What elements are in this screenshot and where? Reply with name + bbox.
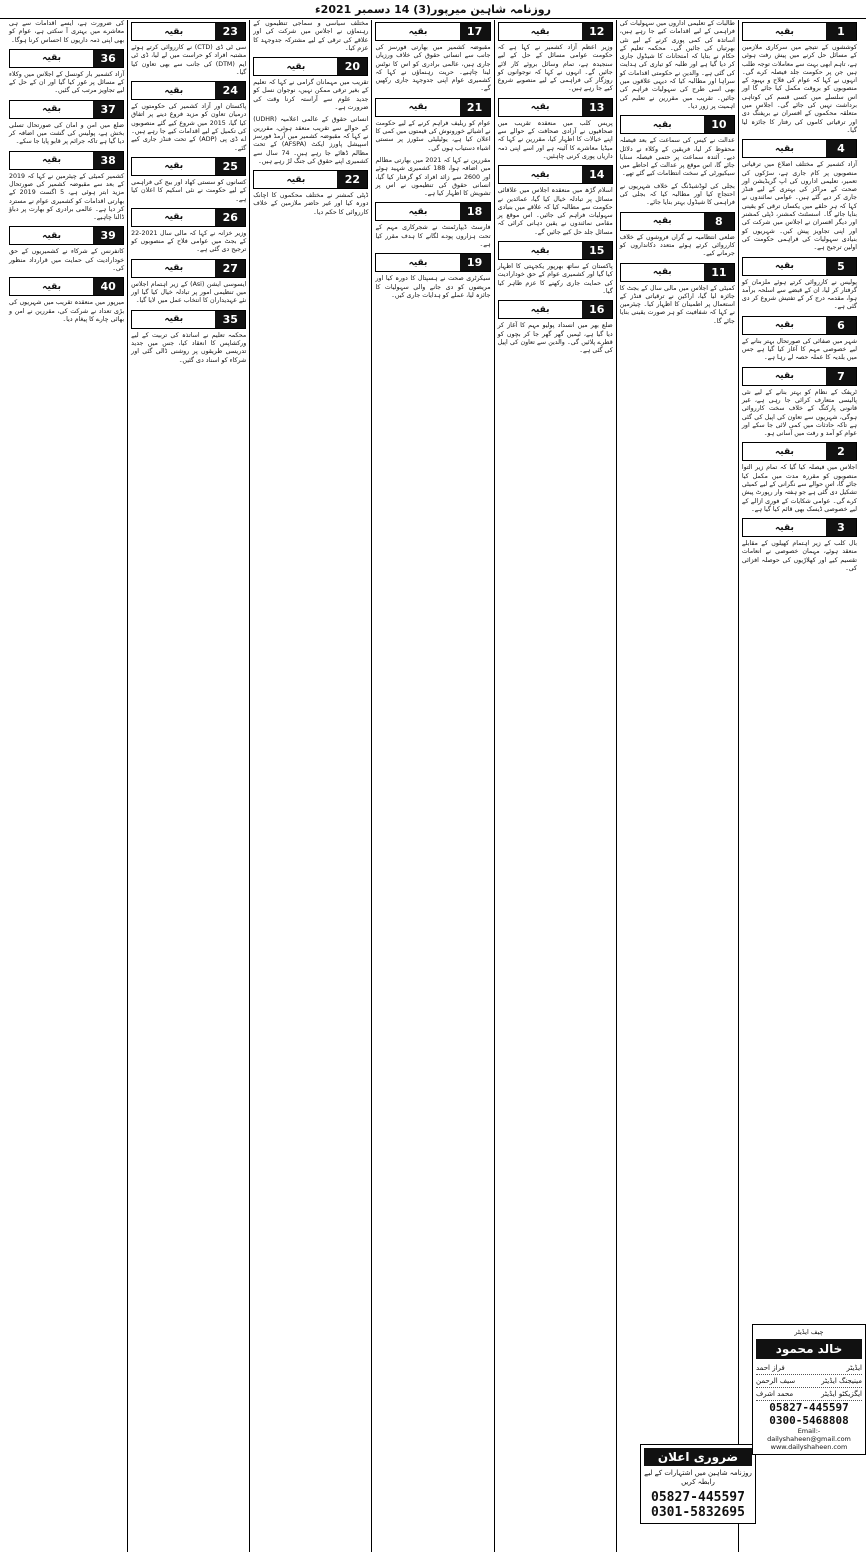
- news-story: [498, 22, 613, 94]
- story-continuation-tag: [375, 202, 490, 221]
- story-text: وزیر اعظم آزاد کشمیر نے کہا ہے کہ حکومت عوامی مسائل کے حل کے لیے سنجیدہ ہے، تمام وسائل بروئے کار لائے جائیں گے۔ انہوں نے کہا کہ نوجوانوں کو روزگار کی فراہمی کے لیے منصوبے شروع کیے جا رہے ہیں۔: [497, 44, 613, 93]
- story-continuation-tag: [742, 316, 857, 335]
- news-story: [375, 98, 490, 153]
- news-story: [498, 98, 613, 161]
- story-label: بقیہ: [42, 281, 61, 292]
- news-story: [620, 115, 735, 178]
- story-number: 14: [582, 166, 612, 183]
- story-text: مقررین نے کہا کہ 2021 میں بھارتی مظالم میں اضافہ ہوا، 188 کشمیری شہید ہوئے اور 2600 سے زائد افراد کو گرفتار کیا گیا، انسانی حقوق کی تنظیموں نے اس پر تشویش کا اظہار کیا ہے۔: [375, 156, 491, 198]
- story-label: بقیہ: [286, 61, 306, 72]
- story-continuation-tag: [620, 263, 735, 282]
- story-continuation-tag: [9, 226, 124, 245]
- news-story: [9, 226, 124, 273]
- story-label: بقیہ: [164, 314, 184, 325]
- news-story: [742, 367, 857, 439]
- story-continuation-tag: [131, 310, 246, 329]
- story-continuation-tag: [620, 115, 735, 134]
- story-number: 26: [215, 209, 245, 226]
- story-number: 5: [826, 258, 856, 275]
- staff-row: [756, 1362, 862, 1375]
- story-number: 36: [93, 50, 123, 67]
- story-continuation-tag: [9, 100, 124, 119]
- story-number: 22: [337, 171, 367, 188]
- story-continuation-tag: [498, 241, 613, 260]
- column-2: [616, 20, 738, 1552]
- news-story: [742, 139, 857, 252]
- staff-name: فراز احمد: [756, 1364, 785, 1372]
- news-story: [9, 151, 124, 223]
- page-title: روزنامہ شاہین میرپور(3) 14 دسمبر 2021ء: [315, 2, 551, 16]
- news-story: [131, 310, 246, 365]
- story-text: وزیر خزانہ نے کہا کہ مالی سال 2021-22 کے بجٹ میں عوامی فلاح کے منصوبوں کو ترجیح دی گئی ہے۔: [131, 229, 247, 254]
- story-continuation-tag: [498, 98, 613, 117]
- story-text: شہر میں صفائی کی صورتحال بہتر بنانے کے لیے خصوصی مہم کا آغاز کیا گیا ہے جس میں بلدیہ کا عملہ حصہ لے رہا ہے۔: [741, 337, 857, 362]
- story-label: بقیہ: [530, 26, 550, 37]
- ad-phone-1: 05827-445597: [651, 1490, 745, 1505]
- staff-phone-2: 0300-5468808: [769, 1414, 849, 1427]
- story-text: فارسٹ ڈیپارٹمنٹ نے شجرکاری مہم کے تحت ہزاروں پودے لگانے کا ہدف مقرر کیا ہے۔: [375, 224, 491, 249]
- story-continuation-tag: [9, 49, 124, 68]
- story-continuation-tag: [253, 170, 368, 189]
- story-label: بقیہ: [652, 119, 672, 130]
- story-continuation-tag: [375, 98, 490, 117]
- story-text: کی ضرورت ہے، ایسے اقدامات سے ہی معاشرے میں بہتری آ سکتی ہے، عوام کو بھی اپنی ذمہ داریوں کا احساس کرنا ہوگا۔: [9, 20, 125, 44]
- story-text: انسانی حقوق کے عالمی اعلامیہ (UDHR) کے حوالے سے تقریب منعقد ہوئی، مقررین نے کہا کہ مقبوضہ کشمیر میں آرمڈ فورسز اسپیشل پاورز ایکٹ (AFSPA) کے تحت مظالم ڈھائے جا رہے ہیں۔ 74 سال سے کشمیری اپنے حقوق کی جنگ لڑ رہے ہیں۔: [253, 116, 369, 165]
- story-continuation-tag: [742, 257, 857, 276]
- chief-title: چیف ایڈیٹر: [794, 1328, 824, 1336]
- story-continuation-tag: [131, 259, 246, 278]
- news-story: [742, 257, 857, 312]
- story-text: محکمہ تعلیم نے اساتذہ کی تربیت کے لیے ورکشاپس کا انعقاد کیا، جس میں جدید تدریسی طریقوں پر روشنی ڈالی گئی اور شرکاء کو اسناد دی گئیں۔: [131, 331, 247, 364]
- story-text: ڈپٹی کمشنر نے مختلف محکموں کا اچانک دورہ کیا اور غیر حاضر ملازمین کے خلاف کارروائی کا حکم دیا۔: [253, 192, 369, 216]
- story-text: اجلاس میں فیصلہ کیا گیا کہ تمام زیر التوا منصوبوں کو مقررہ مدت میں مکمل کیا جائے گا، اس حوالے سے نگرانی کے لیے کمیٹی تشکیل دی گئی ہے جو ہفتہ وار رپورٹ پیش کرے گی۔ عوامی شکایات کے فوری ازالے کے لیے خصوصی ڈیسک بھی قائم کیا گیا ہے۔: [741, 464, 857, 513]
- story-text: ضلع میں امن و امان کی صورتحال تسلی بخش ہے، پولیس کی گشت میں اضافہ کر دیا گیا ہے تاکہ جرائم پر قابو پایا جا سکے۔: [9, 121, 125, 146]
- story-text: پریس کلب میں منعقدہ تقریب میں صحافیوں نے آزادی صحافت کے حوالے سے اپنے خیالات کا اظہار کیا، مقررین نے کہا کہ میڈیا معاشرے کا آئینہ ہے اور اسے اپنی ذمہ داریاں پوری کرنی چاہئیں۔: [497, 119, 613, 160]
- story-number: 6: [826, 317, 856, 334]
- story-continuation-tag: [498, 300, 613, 319]
- staff-row: [756, 1388, 862, 1401]
- story-label: بقیہ: [652, 267, 672, 278]
- news-story: [498, 165, 613, 237]
- story-label: بقیہ: [408, 102, 428, 113]
- story-number: 11: [704, 264, 734, 281]
- staff-name: محمد اشرف: [756, 1390, 794, 1398]
- news-story: [742, 442, 857, 514]
- story-number: 3: [826, 519, 856, 536]
- story-label: بقیہ: [775, 143, 794, 154]
- story-number: 17: [460, 23, 490, 40]
- story-text: پولیس نے کارروائی کرتے ہوئے ملزمان کو گرفتار کر لیا، ان کے قبضے سے اسلحہ برآمد ہوا، مقدمہ درج کر کے تفتیش شروع کر دی گئی ہے۔: [741, 278, 857, 311]
- column-6: [127, 20, 249, 1552]
- story-number: 8: [704, 213, 734, 230]
- story-label: بقیہ: [164, 85, 184, 96]
- story-text: میرپور میں منعقدہ تقریب میں شہریوں کی بڑی تعداد نے شرکت کی، مقررین نے امن و بھائی چارے کا پیغام دیا۔: [9, 299, 125, 323]
- story-number: 19: [460, 254, 490, 271]
- story-continuation-tag: [742, 442, 857, 461]
- story-label: بقیہ: [164, 212, 184, 223]
- story-continuation-tag: [375, 253, 490, 272]
- story-text: کمیٹی کے اجلاس میں مالی سال کے بجٹ کا جائزہ لیا گیا، اراکین نے ترقیاتی فنڈز کے استعمال پر اطمینان کا اظہار کیا۔ چیئرمین نے کہا کہ شفافیت کو ہر صورت یقینی بنایا جائے گا۔: [619, 284, 735, 325]
- story-number: 16: [582, 301, 612, 318]
- news-story: [131, 81, 246, 153]
- news-story: [742, 518, 857, 573]
- story-continuation-tag: [620, 212, 735, 231]
- story-number: 37: [93, 101, 123, 118]
- story-text: آزاد کشمیر کے مختلف اضلاع میں ترقیاتی منصوبوں پر کام جاری ہے، سڑکوں کی تعمیر، تعلیمی اداروں کی اپ گریڈیشن اور صحت کے مراکز کی بہتری کے لیے فنڈز جاری کر دیے گئے ہیں۔ عوامی نمائندوں نے کہا کہ ہر حلقے میں یکساں ترقی کو یقینی بنایا جائے گا۔ اسسٹنٹ کمشنر، ڈپٹی کمشنر اور دیگر افسران نے اجلاس میں شرکت کی اور اپنی تجاویز پیش کیں۔ شہریوں کو بنیادی سہولیات کی فراہمی حکومت کی اولین ترجیح ہے۔: [741, 161, 857, 252]
- story-label: بقیہ: [775, 261, 794, 272]
- column-5: [249, 20, 371, 1552]
- story-label: بقیہ: [164, 26, 184, 37]
- story-text: کشمیر کمیٹی کے چیئرمین نے کہا کہ 2019 کے بعد سے مقبوضہ کشمیر کی صورتحال مزید ابتر ہوئی ہے، 5 اگست 2019 کے بھارتی اقدامات کو کشمیری عوام نے مسترد کر دیا ہے۔ عالمی برادری کو بھارت پر دباؤ ڈالنا چاہیے۔: [9, 172, 125, 222]
- story-number: 15: [582, 242, 612, 259]
- story-text: تقریب میں مہمانان گرامی نے کہا کہ تعلیم کے بغیر ترقی ممکن نہیں، نوجوان نسل کو جدید علوم سے آراستہ کرنا وقت کی ضرورت ہے۔: [253, 79, 369, 112]
- story-label: بقیہ: [408, 26, 428, 37]
- story-number: 24: [215, 82, 245, 99]
- columns-container: [6, 20, 860, 1552]
- staff-role: مینیجنگ ایڈیٹر: [821, 1377, 862, 1385]
- news-story: [498, 300, 613, 355]
- news-story: [375, 157, 490, 198]
- news-story: [131, 208, 246, 255]
- story-label: بقیہ: [530, 304, 550, 315]
- chief-editor-name: خالد محمود: [756, 1339, 862, 1359]
- story-text: ضلع بھر میں انسداد پولیو مہم کا آغاز کر دیا گیا ہے، ٹیمیں گھر گھر جا کر بچوں کو قطرے پلائیں گی۔ والدین سے تعاون کی اپیل کی گئی ہے۔: [497, 322, 613, 355]
- staff-role: ایڈیٹر: [846, 1364, 862, 1372]
- story-continuation-tag: [742, 518, 857, 537]
- staff-website: www.dailyshaheen.com: [770, 1443, 848, 1451]
- column-1: [738, 20, 860, 1552]
- story-continuation-tag: [742, 139, 857, 158]
- story-text: پاکستان کے ساتھ بھرپور یکجہتی کا اظہار کیا گیا اور کشمیری عوام کے حق خودارادیت کی حمایت جاری رکھنے کا عزم ظاہر کیا گیا۔: [497, 263, 613, 295]
- story-text: ٹریفک کے نظام کو بہتر بنانے کے لیے نئی پالیسی متعارف کرائی جا رہی ہے، غیر قانونی پارکنگ کے خلاف سخت کارروائی ہوگی، شہریوں سے تعاون کی اپیل کی گئی ہے تاکہ حادثات میں کمی لائی جا سکے اور عوام کو آمد و رفت میں آسانی ہو۔: [741, 388, 857, 438]
- story-text: اسلام گڑھ میں منعقدہ اجلاس میں علاقائی مسائل پر تبادلہ خیال کیا گیا، عمائدین نے حکومت سے مطالبہ کیا کہ علاقے میں بنیادی سہولیات فراہم کی جائیں۔ اس موقع پر مقامی نمائندوں نے یقین دہانی کرائی کہ مسائل جلد حل کیے جائیں گے۔: [497, 187, 613, 236]
- news-story: [742, 22, 857, 135]
- story-continuation-tag: [498, 165, 613, 184]
- story-label: بقیہ: [42, 104, 61, 115]
- story-continuation-tag: [131, 157, 246, 176]
- story-text: کانفرنس کے شرکاء نے کشمیریوں کے حق خودارادیت کی حمایت میں قرارداد منظور کی۔: [9, 248, 125, 273]
- ad-phone-2: 0301-5832695: [651, 1505, 745, 1520]
- news-story: [9, 20, 124, 45]
- story-continuation-tag: [375, 22, 490, 41]
- staff-role: ایگزیکٹو ایڈیٹر: [821, 1390, 862, 1398]
- news-story: [498, 241, 613, 296]
- news-story: [620, 183, 735, 208]
- story-label: بقیہ: [530, 245, 550, 256]
- story-number: 40: [93, 278, 123, 295]
- story-label: بقیہ: [42, 53, 61, 64]
- staff-email: Email:-dailyshaheen@gmail.com: [767, 1427, 851, 1443]
- story-label: بقیہ: [42, 230, 61, 241]
- staff-name: سیف الرحمن: [756, 1377, 796, 1385]
- news-story: [742, 316, 857, 363]
- story-continuation-tag: [131, 81, 246, 100]
- column-7: [6, 20, 127, 1552]
- story-number: 35: [215, 311, 245, 328]
- announcement-ad: [640, 1444, 756, 1524]
- story-continuation-tag: [131, 208, 246, 227]
- story-number: 27: [215, 260, 245, 277]
- news-story: [375, 253, 490, 300]
- story-continuation-tag: [742, 22, 857, 41]
- story-continuation-tag: [498, 22, 613, 41]
- story-number: 4: [826, 140, 856, 157]
- news-story: [131, 22, 246, 77]
- story-label: بقیہ: [775, 371, 794, 382]
- story-label: بقیہ: [286, 174, 306, 185]
- ad-body: روزنامہ شاہین میں اشتہارات کے لیے رابطہ کریں: [644, 1469, 752, 1486]
- staff-imprint: [752, 1324, 866, 1455]
- story-label: بقیہ: [164, 263, 184, 274]
- news-story: [620, 263, 735, 326]
- story-number: 13: [582, 99, 612, 116]
- story-label: بقیہ: [775, 522, 794, 533]
- news-story: [620, 212, 735, 259]
- news-story: [253, 20, 368, 53]
- story-label: بقیہ: [775, 320, 794, 331]
- staff-phone-1: 05827-445597: [769, 1401, 849, 1414]
- story-number: 2: [826, 443, 856, 460]
- story-number: 7: [826, 368, 856, 385]
- story-number: 39: [93, 227, 123, 244]
- story-number: 10: [704, 116, 734, 133]
- story-label: بقیہ: [408, 257, 428, 268]
- story-text: کوششوں کے نتیجے میں سرکاری ملازمین کے مسائل حل کرنے میں پیش رفت ہوئی ہے، تاہم ابھی بہت سے معاملات توجہ طلب ہیں جن پر حکومت جلد فیصلہ کرے گی۔ انہوں نے کہا کہ عوام کی فلاح و بہبود کے منصوبوں کو بروقت مکمل کیا جائے گا اور اس سلسلے میں کسی قسم کی کوتاہی برداشت نہیں کی جائے گی۔ اجلاس میں متعلقہ محکموں کے افسران نے بریفنگ دی اور ترقیاتی کاموں کی رفتار کا جائزہ لیا گیا۔: [741, 44, 857, 134]
- story-continuation-tag: [253, 57, 368, 76]
- story-number: 38: [93, 152, 123, 169]
- story-text: عوام کو ریلیف فراہم کرنے کے لیے حکومت نے اشیائے خورونوش کی قیمتوں میں کمی کا اعلان کیا ہے، یوٹیلیٹی سٹورز پر سستی اشیاء دستیاب ہوں گی۔: [375, 119, 491, 152]
- story-text: ضلعی انتظامیہ نے گراں فروشوں کے خلاف کارروائی کرتے ہوئے متعدد دکانداروں کو جرمانے کیے۔: [619, 233, 735, 258]
- story-text: ایسوسی ایشن (Asi) کے زیر اہتمام اجلاس میں تنظیمی امور پر تبادلہ خیال کیا گیا اور نئے عہدیداران کا انتخاب عمل میں لایا گیا۔: [131, 280, 247, 305]
- news-story: [131, 157, 246, 204]
- story-label: بقیہ: [408, 206, 428, 217]
- story-text: آزاد کشمیر بار کونسل کے اجلاس میں وکلاء کے مسائل پر غور کیا گیا اور ان کے حل کے لیے تجاویز مرتب کی گئیں۔: [9, 70, 125, 95]
- story-continuation-tag: [131, 22, 246, 41]
- news-story: [375, 202, 490, 249]
- news-story: [253, 57, 368, 112]
- story-text: طالبات کے تعلیمی اداروں میں سہولیات کی فراہمی کے لیے اقدامات کیے جا رہے ہیں، اساتذہ کی کمی پوری کرنے کے لیے نئی بھرتیاں کی جائیں گی۔ محکمہ تعلیم کے حکام نے بتایا کہ امتحانات کا شیڈول جاری کر دیا گیا ہے اور طلبہ کو تیاری کی ہدایت کی گئی ہے۔ والدین نے حکومتی اقدامات کو سراہا اور مطالبہ کیا کہ دیہی علاقوں میں بھی اسی طرح کی سہولیات فراہم کی جائیں۔ تقریب میں مقررین نے تعلیم کی اہمیت پر زور دیا۔: [619, 20, 735, 110]
- story-text: عدالت نے کیس کی سماعت کے بعد فیصلہ محفوظ کر لیا، فریقین کے وکلاء نے دلائل دیے۔ آئندہ سماعت پر حتمی فیصلہ سنایا جائے گا، اس موقع پر عدالت کے احاطے میں سیکیورٹی کے سخت انتظامات کیے گئے تھے۔: [619, 137, 735, 178]
- news-story: [9, 100, 124, 147]
- story-text: پاکستان اور آزاد کشمیر کی حکومتوں کے درمیان تعاون کو مزید فروغ دینے پر اتفاق کیا گیا، 2015 میں شروع کیے گئے منصوبوں کی تکمیل کے لیے اقدامات کیے جا رہے ہیں۔ اے ڈی پی (ADP) کے تحت فنڈز جاری کیے گئے۔: [131, 103, 247, 152]
- story-label: بقیہ: [42, 155, 61, 166]
- story-number: 23: [215, 23, 245, 40]
- story-label: بقیہ: [775, 446, 794, 457]
- story-number: 21: [460, 99, 490, 116]
- story-label: بقیہ: [775, 26, 794, 37]
- news-story: [9, 49, 124, 96]
- column-3: [494, 20, 616, 1552]
- story-label: بقیہ: [164, 161, 184, 172]
- news-story: [131, 259, 246, 306]
- story-continuation-tag: [9, 277, 124, 296]
- story-continuation-tag: [742, 367, 857, 386]
- story-number: 18: [460, 203, 490, 220]
- story-continuation-tag: [9, 151, 124, 170]
- news-story: [253, 170, 368, 217]
- news-story: [375, 22, 490, 94]
- ad-title: ضروری اعلان: [644, 1448, 752, 1466]
- page-header: [0, 0, 866, 19]
- story-text: مختلف سیاسی و سماجی تنظیموں کے رہنماؤں نے اجلاس میں شرکت کی اور علاقے کی ترقی کے لیے مشترکہ جدوجہد کا عزم کیا۔: [253, 20, 369, 52]
- staff-list: [756, 1362, 862, 1401]
- story-number: 20: [337, 58, 367, 75]
- story-number: 25: [215, 158, 245, 175]
- story-number: 1: [826, 23, 856, 40]
- story-label: بقیہ: [530, 102, 550, 113]
- story-text: سیکرٹری صحت نے ہسپتال کا دورہ کیا اور مریضوں کو دی جانے والی سہولیات کا جائزہ لیا، عملے کو ہدایات جاری کیں۔: [375, 275, 491, 299]
- story-text: بال کلب کے زیر اہتمام کھیلوں کے مقابلے منعقد ہوئے، مہمان خصوصی نے انعامات تقسیم کیے اور کھلاڑیوں کی حوصلہ افزائی کی۔: [741, 540, 857, 573]
- story-number: 12: [582, 23, 612, 40]
- story-text: سی ٹی ڈی (CTD) نے کارروائی کرتے ہوئے مشتبہ افراد کو حراست میں لے لیا، ڈی ٹی ایم (DTM) کی جانب سے بھی تعاون کیا گیا۔: [131, 44, 247, 76]
- story-label: بقیہ: [652, 216, 672, 227]
- story-text: بجلی کی لوڈشیڈنگ کے خلاف شہریوں نے احتجاج کیا اور مطالبہ کیا کہ بجلی کی فراہمی کا شیڈول بہتر بنایا جائے۔: [619, 182, 735, 207]
- column-4: [371, 20, 493, 1552]
- news-story: [253, 116, 368, 166]
- story-label: بقیہ: [530, 169, 550, 180]
- story-text: کسانوں کو سستی کھاد اور بیج کی فراہمی کے لیے حکومت نے نئی اسکیم کا اعلان کیا ہے۔: [131, 178, 247, 203]
- news-story: [620, 20, 735, 111]
- news-story: [9, 277, 124, 324]
- staff-row: [756, 1375, 862, 1388]
- story-text: مقبوضہ کشمیر میں بھارتی فورسز کی جانب سے انسانی حقوق کی خلاف ورزیاں جاری ہیں، عالمی برادری کو اس کا نوٹس لینا چاہیے۔ حریت رہنماؤں نے کہا کہ کشمیری عوام اپنی جدوجہد جاری رکھیں گے۔: [375, 44, 491, 93]
